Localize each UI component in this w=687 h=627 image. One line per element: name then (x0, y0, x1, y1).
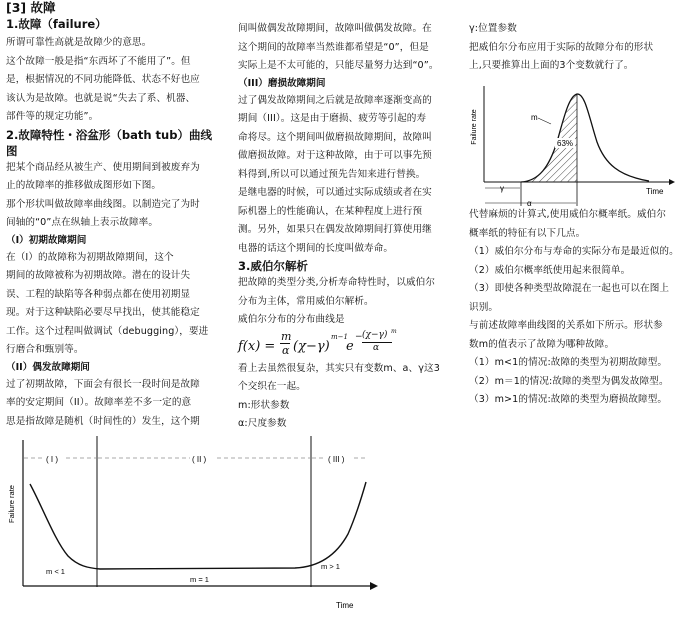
list-item: （3）即使各种类型故障混在一起也可以在图上 (469, 283, 670, 294)
text-line: 做磨损故障。对于这种故障，由于可以事先预 (238, 150, 432, 161)
text-line: 概率纸的特征有以下几点。 (469, 227, 586, 239)
text-line: 料得到,所以可以通过预先告知来进行替换。 (238, 168, 426, 180)
text-line: 是继电器的时候，可以通过实际成绩或者在实 (238, 187, 432, 198)
heading-failure: 1.故障（failure） (6, 17, 107, 31)
paragraph: 所谓可靠性高就是故障少的意思。 (6, 37, 152, 48)
heading-initial-failure: （I）初期故障期间 (6, 234, 87, 246)
heading-line: 2.故障特性・浴盆形（bath tub）曲线 (6, 127, 212, 142)
text-line: 止的故障率的推移做成图形如下图。 (6, 180, 162, 191)
formula-frac-num: m (281, 329, 292, 343)
leader-line (538, 118, 551, 124)
heading-weibull: 3.威伯尔解析 (238, 259, 308, 273)
gamma-label: γ (500, 184, 504, 193)
heading-bathtub (6, 127, 230, 159)
text-line: 与前述故障率曲线图的关系如下所示。形状参 (469, 320, 663, 331)
alpha-label: α (527, 199, 532, 208)
param-alpha: α:尺度参数 (238, 418, 287, 429)
text-line: 间叫做偶发故障期间，故障叫做偶发故障。在 (238, 23, 432, 34)
text-line: 工作。这个过程叫做调试（debugging），要进 (6, 325, 209, 337)
text-line: 把某个商品经从被生产、使用期间到被废弃为 (6, 161, 200, 173)
text-line: 把故障的类型分类,分析寿命特性时，以威伯尔 (238, 277, 436, 288)
column-middle (238, 20, 460, 434)
text-line: 这个故障一般是指“东西坏了不能用了”。但 (6, 55, 191, 67)
text-line: 过了初期故障，下面会有很长一段时间是故障 (6, 378, 200, 390)
text-line: 期间（III）。这是由于磨损、疲劳等引起的寿 (238, 113, 427, 124)
text-line: 威伯尔分布的分布曲线是 (238, 314, 345, 325)
axis-arrow (669, 179, 675, 185)
curve-label: m (531, 113, 538, 122)
axis-label-y: Failure rate (7, 485, 16, 523)
text-line: 是，根据情况的不同功能降低、状态不好也应 (6, 74, 200, 85)
bathtub-figure (0, 436, 687, 627)
axis-label-x: Time (336, 601, 354, 610)
heading-line: 图 (6, 143, 18, 158)
section-title: [3] 故障 (6, 0, 56, 15)
text-line: 电器的话这个期间的长度叫做寿命。 (238, 242, 394, 254)
text-line: 思是指故障是随机（时间性的）发生，这个期 (6, 415, 200, 427)
text-line: 分布为主体，常用威伯尔解析。 (238, 295, 374, 307)
formula-frac-den: α (282, 343, 290, 357)
text-line: 命将尽。这个期间叫做磨损故障期间，故障叫 (238, 131, 432, 143)
bathtub-curve (30, 482, 366, 569)
text-line: 数m的值表示了故障为哪种故障。 (469, 338, 615, 350)
text-line: 把威伯尔分布应用于实际的故障分布的形状 (469, 41, 654, 53)
period-label-1: ( I ) (46, 455, 58, 464)
area-label: 63% (557, 139, 574, 148)
text-line: 部件等的规定功能”。 (6, 111, 99, 122)
text-line: 间轴的“0”点在纵轴上表示故障率。 (6, 217, 159, 228)
weibull-curve (521, 94, 649, 182)
list-item: （3）m>1的情况:故障的类型为磨损故障型。 (469, 394, 668, 405)
text-line: 识别。 (469, 301, 499, 313)
period-label-3: ( III ) (328, 455, 345, 464)
text-line: 率的安定期间（II）。故障率差不多一定的意 (6, 397, 192, 408)
param-m: m:形状参数 (238, 399, 290, 411)
text-line: 这个期间的故障率当然谁都希望是“0”，但是 (238, 41, 429, 53)
text-line: 看上去虽然很复杂，其实只有变数m、a、γ这3 (238, 362, 440, 374)
weibull-figure (469, 82, 681, 210)
formula-e: e (346, 338, 354, 354)
text-line: 测。另外，如果只在偶发故障期间打算使用继 (238, 224, 432, 235)
list-item: （2）m＝1的情况:故障的类型为偶发故障型。 (469, 375, 669, 387)
text-line: 过了偶发故障期间之后就是故障率逐渐变高的 (238, 94, 432, 106)
column-left (6, 0, 230, 431)
text-line: 在（I）的故障称为初期故障期间，这个 (6, 251, 174, 263)
heading-wearout-failure: （III）磨损故障期间 (238, 77, 326, 89)
column-right-lower (469, 206, 681, 410)
text-line: 实际上是不太可能的，只能尽量努力达到“0”。 (238, 60, 439, 71)
formula-mid-sup: m−1 (331, 332, 348, 341)
text-line: 那个形状叫做故障率曲线图。以制造完了为时 (6, 198, 200, 210)
period-label-2: ( II ) (192, 455, 207, 464)
text-line: 该认为是故障。也就是说“失去了系、机器、 (6, 92, 196, 104)
text-line: 上,只要推算出上面的3个变数就行了。 (469, 60, 634, 71)
text-line: 际机器上的性能确认，在某种程度上进行预 (238, 205, 423, 217)
text-line: 误、工程的缺陷等各种弱点都在使用初期显 (6, 288, 191, 300)
formula-exp-sup: m (391, 327, 397, 335)
heading-random-failure: （II）偶发故障期间 (6, 361, 90, 373)
axis-arrow (370, 582, 378, 590)
axis-label-x: Time (646, 187, 664, 196)
list-item: （1）m<1的情况:故障的类型为初期故障型。 (469, 357, 668, 368)
m-label-2: m = 1 (190, 575, 209, 584)
text-line: 期间的故障被称为初期故障。潜在的设计失 (6, 270, 191, 281)
formula-lhs: f(x) = (238, 338, 276, 354)
m-label-3: m > 1 (321, 562, 340, 571)
list-item: （1）威伯尔分布与寿命的实际分布是最近似的。 (469, 246, 679, 257)
text-line: 现。对于这种缺陷必要尽早找出，使其能稳定 (6, 307, 200, 318)
weibull-formula (238, 327, 460, 360)
formula-exp-sign: − (355, 331, 363, 342)
column-right (469, 20, 681, 76)
text-line: 行磨合和甄别等。 (6, 344, 84, 355)
formula-mid: (χ−γ) (293, 338, 330, 354)
text-line: 个交织在一起。 (238, 381, 306, 392)
text-line: 代替麻烦的计算式,使用威伯尔概率纸。威伯尔 (469, 209, 667, 220)
formula-exp-den: α (373, 342, 380, 353)
formula-exp-num: (χ−γ) (362, 329, 388, 340)
param-gamma: γ:位置参数 (469, 23, 517, 34)
m-label-1: m < 1 (46, 567, 65, 576)
list-item: （2）威伯尔概率纸使用起来很简单。 (469, 264, 631, 276)
paragraph-failure-definition (6, 53, 230, 127)
axis-label-y: Failure rate (471, 109, 478, 145)
